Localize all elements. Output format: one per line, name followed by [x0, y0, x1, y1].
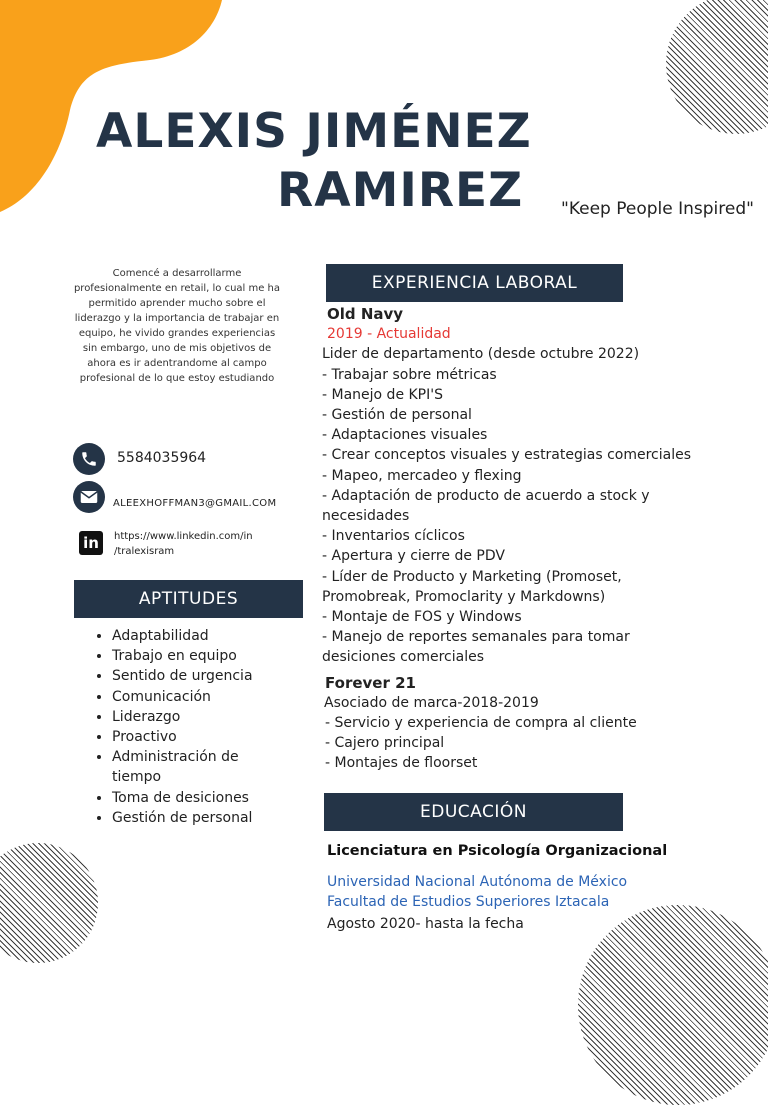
job-old-navy	[322, 304, 692, 668]
tagline-quote: "Keep People Inspired"	[561, 199, 754, 219]
degree-title: Licenciatura en Psicología Organizacional	[327, 843, 668, 859]
skill-item: • Adaptabilidad	[112, 626, 292, 646]
job-duty: - Inventarios cíclicos	[322, 528, 465, 545]
job-duty: - Trabajar sobre métricas	[322, 366, 497, 383]
job-forever-21	[322, 673, 692, 773]
job-dates: 2019 - Actualidad	[327, 326, 451, 343]
linkedin-icon: in	[79, 531, 103, 555]
job-role: Asociado de marca-2018-2019	[324, 695, 539, 711]
education-heading: EDUCACIÓN	[324, 793, 623, 831]
profile-summary: Comencé a desarrollarme profesionalmente en retail, lo cual me ha permitido aprender mucho sobre el liderazgo y la importancia de trabajar en equipo, he vivido grandes experiencias sin embargo, uno de mis objetivos de ahora es ir adentrandome al campo profesional de lo que estoy estudiando	[73, 268, 281, 384]
job-role: Lider de departamento (desde octubre 2022)	[322, 346, 640, 363]
job-duty: - Crear conceptos visuales y estrategias comerciales	[322, 447, 692, 464]
job-duty: - Montaje de FOS y Windows	[322, 609, 522, 626]
email-address[interactable]: ALEEXHOFFMAN3@GMAIL.COM	[113, 498, 277, 509]
job-duty: - Manejo de KPI'S	[322, 386, 443, 403]
linkedin-url-line-2: /tralexisram	[114, 546, 175, 557]
job-duty: - Gestión de personal	[322, 407, 472, 424]
name-line-1: ALEXIS JIMÉNEZ	[96, 104, 532, 159]
school-line-1: Universidad Nacional Autónoma de México	[327, 874, 628, 890]
job-duty: - Servicio y experiencia de compra al cliente	[325, 715, 637, 731]
experience-heading: EXPERIENCIA LABORAL	[326, 264, 623, 302]
job-duty: - Adaptación de producto de acuerdo a stock y necesidades	[322, 487, 650, 525]
job-company: Forever 21	[325, 674, 416, 692]
school-line-2: Facultad de Estudios Superiores Iztacala	[327, 894, 610, 910]
hatched-circle-bottom-right	[578, 905, 768, 1105]
hatched-circle-bottom-left	[0, 843, 98, 963]
job-duty: - Líder de Producto y Marketing (Promoset, Promobreak, Promoclarity y Markdowns)	[322, 568, 622, 605]
linkedin-url-line-1: https://www.linkedin.com/in	[114, 531, 253, 542]
job-duty: - Cajero principal	[325, 735, 445, 751]
skill-item: • Administración de tiempo	[112, 747, 292, 787]
skill-item: • Proactivo	[112, 727, 292, 747]
job-company: Old Navy	[327, 305, 404, 323]
skill-item: • Toma de desiciones	[112, 788, 292, 808]
skill-item: • Gestión de personal	[112, 808, 292, 828]
mail-icon	[73, 481, 105, 513]
skill-item: • Trabajo en equipo	[112, 646, 292, 666]
phone-icon	[73, 443, 105, 475]
job-duty: - Apertura y cierre de PDV	[322, 548, 505, 565]
phone-number: 5584035964	[117, 450, 207, 466]
job-duty: - Adaptaciones visuales	[322, 427, 488, 444]
job-duty: - Mapeo, mercadeo y flexing	[322, 467, 522, 484]
skills-heading: APTITUDES	[74, 580, 303, 618]
education-dates: Agosto 2020- hasta la fecha	[327, 916, 524, 932]
linkedin-url[interactable]	[114, 529, 269, 559]
school-name	[327, 872, 627, 912]
skill-item: • Sentido de urgencia	[112, 666, 292, 686]
skill-item: • Comunicación	[112, 687, 292, 707]
hatched-circle-top-right	[666, 0, 768, 134]
name-line-2: RAMIREZ	[277, 163, 524, 218]
skills-list	[92, 626, 292, 828]
skill-item: • Liderazgo	[112, 707, 292, 727]
job-duty: - Manejo de reportes semanales para tomar desiciones comerciales	[322, 629, 630, 666]
job-duty: - Montajes de floorset	[325, 755, 478, 771]
